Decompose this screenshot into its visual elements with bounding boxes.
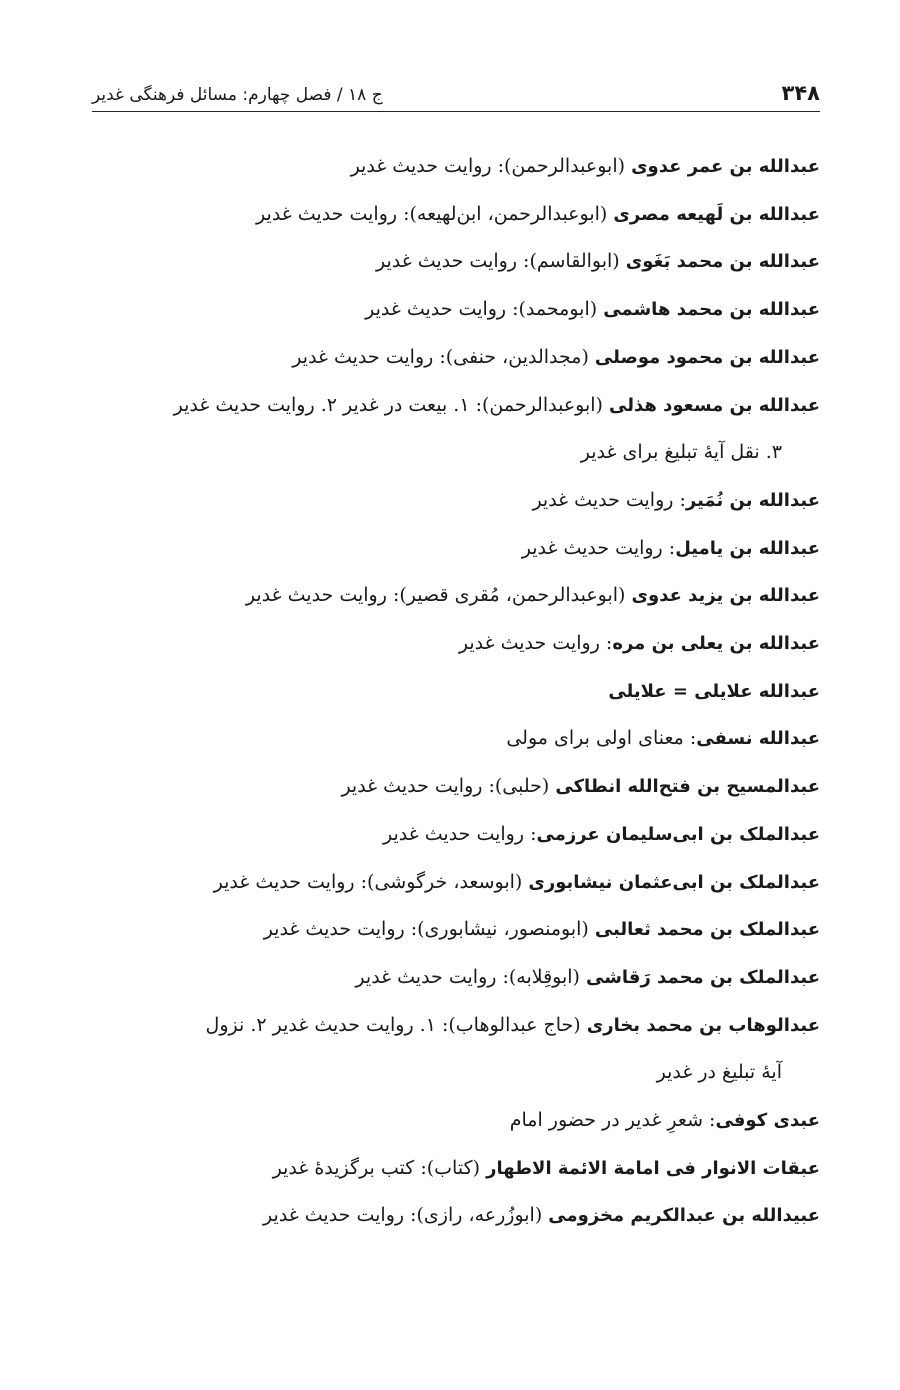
entry-term: عبدالله بن عمر عدوی [631, 156, 820, 177]
index-entry [92, 191, 820, 239]
index-entry [92, 715, 820, 763]
index-entry [92, 620, 820, 668]
entry-term: عبدالوهاب بن محمد بخاری [586, 1014, 820, 1036]
entry-description: (ابومنصور، نیشابوری): روایت حدیث غدیر [263, 918, 595, 941]
index-entry [92, 382, 820, 477]
index-entries [92, 143, 820, 1240]
entry-continuation: ۳. نقل آیهٔ تبلیغ برای غدیر [580, 441, 782, 464]
entry-description: (ابوعبدالرحمن): روایت حدیث غدیر [350, 155, 632, 177]
entry-description: : روایت حدیث غدیر [532, 488, 686, 511]
entry-term: عبدالله علایلی = علایلی [608, 680, 820, 702]
index-entry [92, 859, 820, 907]
entry-description: (مجدالدین، حنفی): روایت حدیث غدیر [292, 345, 595, 368]
entry-term: عبدالله بن محمد بَغَوی [625, 251, 820, 273]
page-number: ۳۴۸ [781, 81, 820, 105]
index-entry [92, 811, 820, 859]
index-entry [92, 1145, 820, 1193]
entry-description: : روایت حدیث غدیر [383, 822, 537, 845]
index-entry [92, 238, 820, 286]
running-head [92, 72, 820, 112]
entry-description: (ابوقِلابه): روایت حدیث غدیر [355, 965, 587, 988]
entry-description: (ابوعبدالرحمن، ابن‌لهیعه): روایت حدیث غدیر [256, 202, 614, 225]
index-entry [92, 1002, 820, 1097]
index-entry [92, 906, 820, 954]
entry-term: عبدالله بن نُمَیر [685, 489, 820, 511]
entry-description: : روایت حدیث غدیر [458, 632, 613, 655]
index-entry [92, 334, 820, 382]
entry-description: (حاج عبدالوهاب): ۱. روایت حدیث غدیر ۲. نزول [205, 1013, 587, 1036]
entry-description: (ابوعبدالرحمن، مُقری قصیر): روایت حدیث غدیر [245, 584, 632, 607]
entry-term: عبدالله بن محمود موصلی [594, 346, 820, 368]
entry-term: عبدالملک بن ابی‌سلیمان عرزمی [536, 823, 820, 845]
index-entry [92, 668, 820, 716]
index-entry [92, 1097, 820, 1145]
entry-term: عبدی کوفی [715, 1110, 820, 1132]
entry-description: (ابوزُرعه، رازی): روایت حدیث غدیر [263, 1204, 549, 1227]
entry-description: (حلبی): روایت حدیث غدیر [341, 775, 556, 798]
index-entry [92, 1192, 820, 1240]
entry-term: عبدالله بن یامیل [675, 537, 820, 559]
entry-term: عبدالمسیح بن فتح‌الله انطاکی [555, 776, 820, 798]
entry-term: عبدالملک بن محمد رَقاشی [586, 966, 820, 988]
entry-term: عبدالله بن لَهیعه مصری [613, 203, 820, 225]
entry-description: (ابومحمد): روایت حدیث غدیر [365, 298, 604, 321]
entry-term: عبدالله بن محمد هاشمی [603, 299, 820, 321]
entry-term: عبدالله نسفی [696, 728, 820, 750]
entry-term: عبدالملک بن محمد ثعالبی [594, 919, 820, 941]
entry-description: (کتاب): کتب برگزیدهٔ غدیر [272, 1156, 487, 1179]
index-entry [92, 572, 820, 620]
entry-description: : روایت حدیث غدیر [521, 536, 676, 559]
book-page [92, 0, 820, 1390]
entry-description: : معنای اولی برای مولی [506, 727, 697, 750]
index-entry [92, 525, 820, 573]
entry-term: عبدالله بن یعلی بن مره [612, 633, 820, 655]
entry-term: عبدالله بن مسعود هذلی [609, 394, 820, 416]
entry-term: عبدالله بن یزید عدوی [631, 585, 820, 607]
entry-description: (ابوعبدالرحمن): ۱. بیعت در غدیر ۲. روایت حدیث غدیر [173, 393, 610, 416]
entry-term: عبیدالله بن عبدالکریم مخزومی [548, 1205, 820, 1227]
entry-continuation: آیهٔ تبلیغ در غدیر [656, 1061, 782, 1084]
index-entry [92, 286, 820, 334]
entry-description: (ابوسعد، خرگوشی): روایت حدیث غدیر [213, 870, 529, 893]
index-entry [92, 143, 820, 191]
index-entry [92, 477, 820, 525]
entry-description: : شعرِ غدیر در حضور امام [509, 1109, 716, 1132]
entry-term: عبدالملک بن ابی‌عثمان نیشابوری [528, 871, 820, 893]
running-title: ج ۱۸ / فصل چهارم: مسائل فرهنگی غدیر [92, 85, 383, 105]
entry-description: (ابوالقاسم): روایت حدیث غدیر [376, 250, 626, 273]
index-entry [92, 954, 820, 1002]
index-entry [92, 763, 820, 811]
entry-term: عبقات الانوار فی امامة الائمة الاطهار [486, 1157, 820, 1179]
